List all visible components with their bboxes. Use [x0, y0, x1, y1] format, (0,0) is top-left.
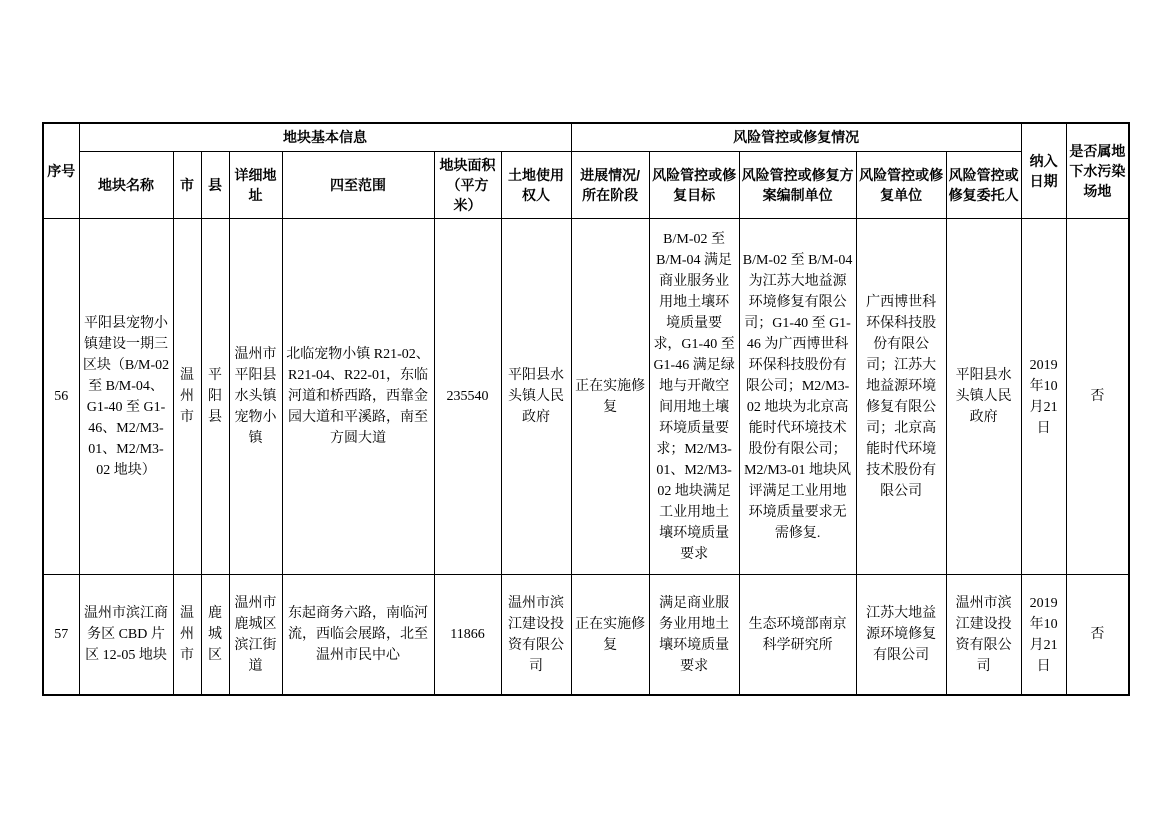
cell-parcel-name: 温州市滨江商务区 CBD 片区 12-05 地块	[79, 575, 173, 695]
cell-address: 温州市鹿城区滨江街道	[229, 575, 282, 695]
cell-boundaries: 北临宠物小镇 R21-02、R21-04、R22-01，东临河道和桥西路，西靠金园大道和平溪路，南至方圆大道	[282, 219, 434, 575]
cell-boundaries: 东起商务六路，南临河流，西临会展路，北至温州市民中心	[282, 575, 434, 695]
cell-area: 11866	[434, 575, 501, 695]
col-header-plan-compiler: 风险管控或修复方案编制单位	[739, 151, 856, 219]
col-header-remediation-client: 风险管控或修复委托人	[946, 151, 1021, 219]
cell-remediation-unit: 广西博世科环保科技股份有限公司；江苏大地益源环境修复有限公司；北京高能时代环境技术股份有限公司	[856, 219, 946, 575]
cell-plan-compiler: 生态环境部南京科学研究所	[739, 575, 856, 695]
header-row-groups	[43, 123, 1129, 151]
table-row-57	[43, 575, 1129, 695]
cell-land-user: 温州市滨江建设投资有限公司	[501, 575, 571, 695]
cell-remediation-client: 平阳县水头镇人民政府	[946, 219, 1021, 575]
cell-remediation-target: 满足商业服务业用地土壤环境质量要求	[649, 575, 739, 695]
col-header-remediation-target: 风险管控或修复目标	[649, 151, 739, 219]
col-group-risk-info: 风险管控或修复情况	[571, 123, 1021, 151]
cell-serial: 57	[43, 575, 79, 695]
cell-groundwater-site: 否	[1066, 575, 1129, 695]
cell-inclusion-date: 2019年10月21日	[1021, 575, 1066, 695]
col-header-land-user: 土地使用权人	[501, 151, 571, 219]
cell-county: 平阳县	[201, 219, 229, 575]
cell-remediation-client: 温州市滨江建设投资有限公司	[946, 575, 1021, 695]
col-header-progress-stage: 进展情况/所在阶段	[571, 151, 649, 219]
cell-area: 235540	[434, 219, 501, 575]
cell-progress-stage: 正在实施修复	[571, 219, 649, 575]
cell-progress-stage: 正在实施修复	[571, 575, 649, 695]
cell-county: 鹿城区	[201, 575, 229, 695]
cell-city: 温州市	[173, 219, 201, 575]
col-group-basic-info: 地块基本信息	[79, 123, 571, 151]
cell-land-user: 平阳县水头镇人民政府	[501, 219, 571, 575]
col-header-serial: 序号	[43, 123, 79, 219]
cell-remediation-unit: 江苏大地益源环境修复有限公司	[856, 575, 946, 695]
header-row-columns	[43, 151, 1129, 219]
cell-parcel-name: 平阳县宠物小镇建设一期三区块（B/M-02 至 B/M-04、G1-40 至 G1-46、M2/M3-01、M2/M3-02 地块）	[79, 219, 173, 575]
col-header-boundaries: 四至范围	[282, 151, 434, 219]
col-header-city: 市	[173, 151, 201, 219]
col-header-parcel-name: 地块名称	[79, 151, 173, 219]
cell-remediation-target: B/M-02 至 B/M-04 满足商业服务业用地土壤环境质量要求，G1-40 至 G1-46 满足绿地与开敞空间用地土壤环境质量要求；M2/M3-01、M2/M3-02 地块满足工业用地土壤环境质量要求	[649, 219, 739, 575]
col-header-area: 地块面积（平方米）	[434, 151, 501, 219]
land-parcel-table	[42, 122, 1130, 696]
cell-serial: 56	[43, 219, 79, 575]
cell-groundwater-site: 否	[1066, 219, 1129, 575]
col-header-address: 详细地址	[229, 151, 282, 219]
col-header-remediation-unit: 风险管控或修复单位	[856, 151, 946, 219]
cell-inclusion-date: 2019年10月21日	[1021, 219, 1066, 575]
cell-city: 温州市	[173, 575, 201, 695]
cell-address: 温州市平阳县水头镇宠物小镇	[229, 219, 282, 575]
table-row-56	[43, 219, 1129, 575]
col-header-groundwater-site: 是否属地下水污染场地	[1066, 123, 1129, 219]
col-header-county: 县	[201, 151, 229, 219]
col-header-inclusion-date: 纳入日期	[1021, 123, 1066, 219]
cell-plan-compiler: B/M-02 至 B/M-04 为江苏大地益源环境修复有限公司；G1-40 至 G1-46 为广西博世科环保科技股份有限公司；M2/M3-02 地块为北京高能时代环境技术股份有限公司；M2/M3-01 地块风评满足工业用地环境质量要求无需修复.	[739, 219, 856, 575]
